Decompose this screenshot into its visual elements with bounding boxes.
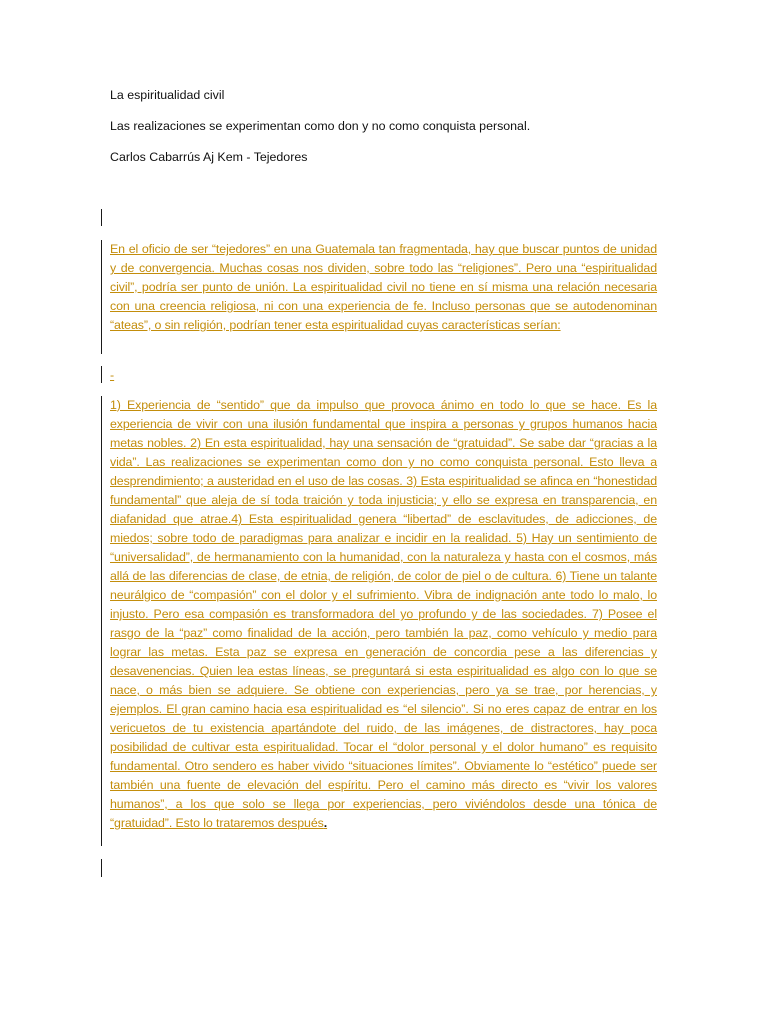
tracked-paragraph-intro[interactable]: En el oficio de ser “tejedores” en una Guatemala tan fragmentada, hay que buscar puntos de unidad y de convergencia. Muchas cosas nos dividen, sobre todo las “religiones”. Pero una “espiritualidad civil”, podría ser punto de unión. La espiritualidad civil no tiene en sí misma una relación necesaria con una creencia religiosa, ni con una experiencia de fe. Incluso personas que se autodenominan “ateas”, o sin religión, podrían tener esta espiritualidad cuyas características serían: <box>110 242 657 332</box>
change-bar <box>101 859 102 877</box>
document-subtitle: Las realizaciones se experimentan como don y no como conquista personal. <box>110 119 531 133</box>
document-author: Carlos Cabarrús Aj Kem - Tejedores <box>110 150 308 164</box>
paragraph-text: 1) Experiencia de “sentido” que da impulso que provoca ánimo en todo lo que se hace. Es la experiencia de vivir con una ilusión fundamental que inspira a personas y grupos humanos hacia metas nobles. 2) En esta espiritualidad, hay una sensación de “gratuidad”. Se sabe dar “gracias a la vida”. Las realizaciones se experimentan como don y no como conquista personal. Esto lleva a desprendimiento; a austeridad en el uso de las cosas. 3) Esta espiritualidad se afinca en “honestidad fundamental” que aleja de sí toda traición y toda injusticia; y ello se expresa en transparencia, en diafanidad que atrae.4) Esta espiritualidad genera “libertad” de esclavitudes, de adicciones, de miedos; sobre todo de paradigmas para analizar e incidir en la realidad. 5) Hay un sentimiento de “universalidad”, de hermanamiento con la humanidad, con la naturaleza y hasta con el cosmos, más allá de las diferencias de clase, de etnia, de religión, de color de piel o de cultura. 6) Tiene un talante neurálgico de “compasión” con el dolor y el sufrimiento. Vibra de indignación ante todo lo malo, lo injusto. Pero esa compasión es transformadora del yo profundo y de las sociedades. 7) Posee el rasgo de la “paz” como finalidad de la acción, pero también la paz, como vehículo y medio para lograr las metas. Esta paz se expresa en generación de concordia pese a las diferencias y desavenencias. Quien lea estas líneas, se preguntará si esta espiritualidad es algo con lo que se nace, o más bien se adquiere. Se obtiene con experiencias, pero ya se trae, por herencias, y ejemplos. El gran camino hacia esa espiritualidad es “el silencio”. Si no eres capaz de entrar en los vericuetos de tu existencia apartándote del ruido, de las imágenes, de distractores, hay poca posibilidad de cultivar esta espiritualidad. Tocar el “dolor personal y el dolor humano” es requisito fundamental. Otro sendero es haber vivido “situaciones límites”. Obviamente lo “estético” puede ser también una fuente de elevación del espíritu. Pero el camino más directo es “vivir los valores humanos”, a los que solo se llega por experiencias, pero viviéndolos desde una tónica de “gratuidad”. Esto lo trataremos después <box>110 398 657 830</box>
list-marker: - <box>110 368 115 382</box>
change-bar <box>101 366 102 383</box>
change-bar <box>101 209 102 226</box>
change-bar <box>101 396 102 846</box>
document-title: La espiritualidad civil <box>110 88 225 102</box>
change-bar <box>101 240 102 354</box>
tracked-paragraph-characteristics[interactable] <box>110 396 657 833</box>
paragraph-end-period: . <box>323 816 328 830</box>
